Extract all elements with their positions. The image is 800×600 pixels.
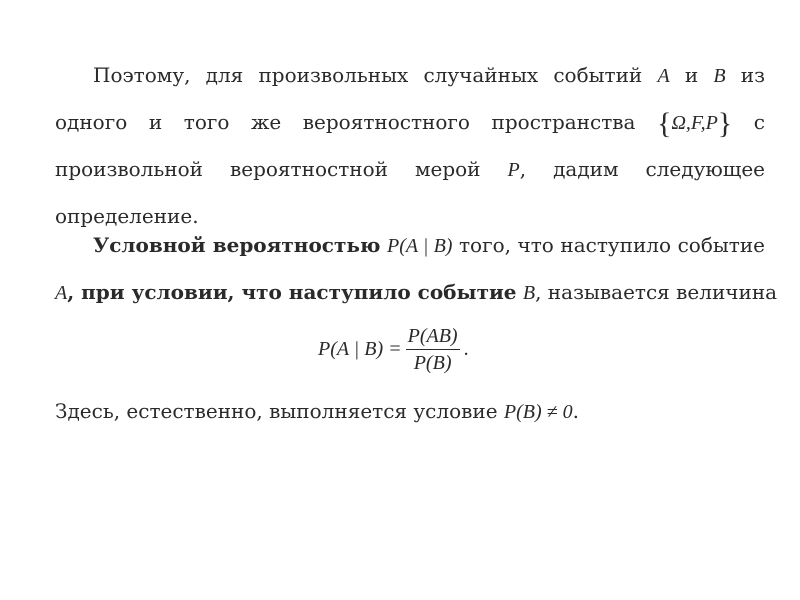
formula-denominator: P(B) bbox=[413, 351, 452, 374]
event-a-2: A bbox=[55, 282, 68, 304]
probability-space bbox=[657, 107, 733, 140]
measure-p: P bbox=[507, 159, 520, 181]
intro-line-1 bbox=[55, 52, 765, 99]
intro-text-1: Поэтому, для произвольных случайных событий bbox=[93, 63, 643, 87]
intro-line-3 bbox=[55, 146, 765, 193]
formula-numerator: P(AB) bbox=[407, 324, 458, 347]
definition-line-1 bbox=[55, 222, 765, 269]
condition-text: Здесь, естественно, выполняется условие bbox=[55, 399, 498, 423]
event-a: A bbox=[657, 65, 670, 87]
condition-formula: P(B) ≠ 0 bbox=[503, 401, 573, 423]
intro-text-3-end: , дадим следующее bbox=[519, 157, 766, 181]
paragraph-definition bbox=[55, 222, 778, 316]
conjunction: и bbox=[684, 63, 699, 87]
formula-period: . bbox=[463, 337, 469, 360]
paragraph-intro bbox=[55, 52, 765, 239]
definition-text-2: , называется величина bbox=[535, 280, 778, 304]
space-content: Ω,F,P bbox=[671, 112, 718, 134]
intro-text-1-end: из bbox=[740, 63, 766, 87]
conditional-probability-formula bbox=[318, 318, 469, 380]
conditional-notation: P(A | B) bbox=[386, 235, 453, 257]
intro-text-2: одного и того же вероятностного пространства bbox=[55, 110, 636, 134]
formula-fraction bbox=[406, 323, 460, 376]
brace-open: { bbox=[657, 107, 672, 140]
definition-term: Условной вероятностью bbox=[93, 233, 381, 257]
intro-text-2-end: с bbox=[753, 110, 765, 134]
definition-text-1: того, что наступило событие bbox=[458, 233, 766, 257]
event-b: B bbox=[713, 65, 726, 87]
condition-note bbox=[55, 388, 579, 435]
brace-close: } bbox=[717, 107, 733, 140]
condition-period: . bbox=[572, 399, 580, 423]
intro-text-4: определение. bbox=[55, 204, 199, 228]
definition-bold-condition: , при условии, что наступило событие bbox=[67, 280, 517, 304]
definition-line-2 bbox=[55, 269, 778, 316]
intro-text-3: произвольной вероятностной мерой bbox=[55, 157, 481, 181]
event-b-2: B bbox=[522, 282, 536, 304]
intro-line-2 bbox=[55, 99, 765, 146]
formula-lhs: P(A | B) = bbox=[318, 337, 402, 360]
